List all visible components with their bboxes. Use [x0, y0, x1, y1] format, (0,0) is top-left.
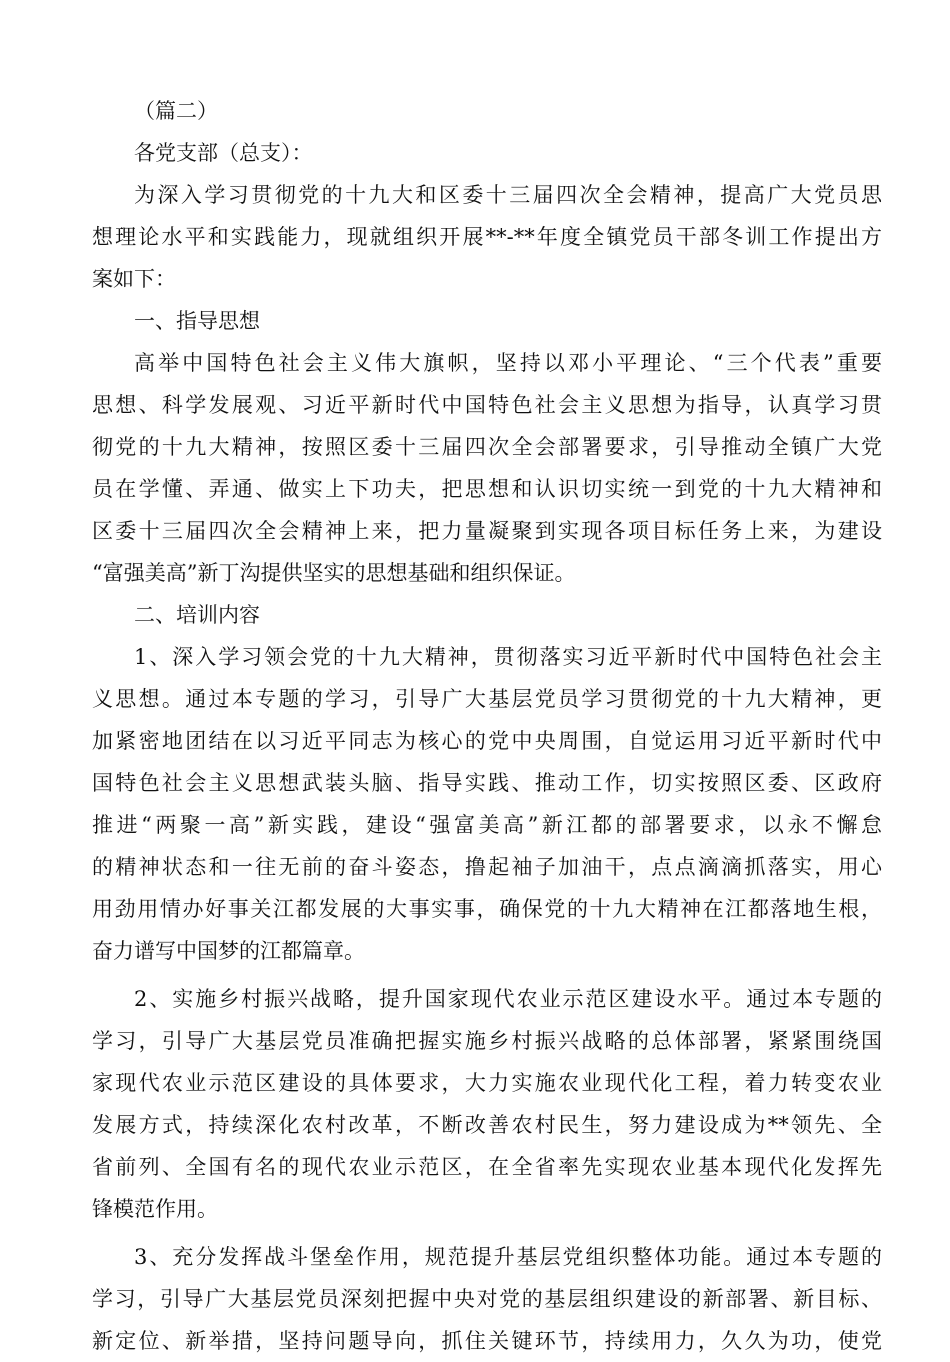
text-line: 区委十三届四次全会精神上来，把力量凝聚到实现各项目标任务上来，为建设	[92, 519, 882, 543]
text-line: 3、充分发挥战斗堡垒作用，规范提升基层党组织整体功能。通过本专题的	[134, 1245, 882, 1269]
text-line: 省前列、全国有名的现代农业示范区，在全省率先实现农业基本现代化发挥先	[92, 1155, 882, 1179]
training-item-3	[92, 1236, 882, 1362]
text-line: 加紧密地团结在以习近平同志为核心的党中央周围，自觉运用习近平新时代中	[92, 729, 882, 753]
text-line: 想理论水平和实践能力，现就组织开展**-**年度全镇党员干部冬训工作提出方	[92, 225, 882, 249]
text-line: “富强美高”新丁沟提供坚实的思想基础和组织保证。	[92, 561, 576, 585]
text-line: 锋模范作用。	[92, 1197, 218, 1221]
text-line: 学习，引导广大基层党员准确把握实施乡村振兴战略的总体部署，紧紧围绕国	[92, 1029, 882, 1053]
intro-paragraph	[92, 174, 882, 300]
text-line: 新定位、新举措，坚持问题导向，抓住关键环节，持续用力，久久为功，使党	[92, 1329, 882, 1353]
text-line: 用劲用情办好事关江都发展的大事实事，确保党的十九大精神在江都落地生根，	[92, 897, 882, 921]
text-line: 员在学懂、弄通、做实上下功夫，把思想和认识切实统一到党的十九大精神和	[92, 477, 882, 501]
guiding-ideology-paragraph	[92, 342, 882, 594]
salutation: 各党支部（总支）：	[134, 141, 313, 165]
training-item-2	[92, 978, 882, 1230]
section-title-guiding-ideology: 一、指导思想	[134, 309, 260, 333]
text-line: 高举中国特色社会主义伟大旗帜，坚持以邓小平理论、“三个代表”重要	[134, 351, 882, 375]
text-line: 奋力谱写中国梦的江都篇章。	[92, 939, 365, 963]
text-line: 发展方式，持续深化农村改革，不断改善农村民生，努力建设成为**领先、全	[92, 1113, 882, 1137]
text-line: 推进“两聚一高”新实践，建设“强富美高”新江都的部署要求，以永不懈怠	[92, 813, 882, 837]
text-line: 案如下：	[92, 267, 176, 291]
training-item-1	[92, 636, 882, 972]
document-body	[92, 90, 882, 1362]
text-line: 为深入学习贯彻党的十九大和区委十三届四次全会精神，提高广大党员思	[134, 183, 882, 207]
text-line: 的精神状态和一往无前的奋斗姿态，撸起袖子加油干，点点滴滴抓落实，用心	[92, 855, 882, 879]
text-line: 思想、科学发展观、习近平新时代中国特色社会主义思想为指导，认真学习贯	[92, 393, 882, 417]
section-title-training-content: 二、培训内容	[134, 603, 260, 627]
text-line: 义思想。通过本专题的学习，引导广大基层党员学习贯彻党的十九大精神，更	[92, 687, 882, 711]
text-line: 学习，引导广大基层党员深刻把握中央对党的基层组织建设的新部署、新目标、	[92, 1287, 882, 1311]
text-line: 彻党的十九大精神，按照区委十三届四次全会部署要求，引导推动全镇广大党	[92, 435, 882, 459]
text-line: 2、实施乡村振兴战略，提升国家现代农业示范区建设水平。通过本专题的	[134, 987, 882, 1011]
document-heading: （篇二）	[134, 99, 218, 123]
text-line: 国特色社会主义思想武装头脑、指导实践、推动工作，切实按照区委、区政府	[92, 771, 882, 795]
text-line: 家现代农业示范区建设的具体要求，大力实施农业现代化工程，着力转变农业	[92, 1071, 882, 1095]
text-line: 1、深入学习领会党的十九大精神，贯彻落实习近平新时代中国特色社会主	[134, 645, 882, 669]
